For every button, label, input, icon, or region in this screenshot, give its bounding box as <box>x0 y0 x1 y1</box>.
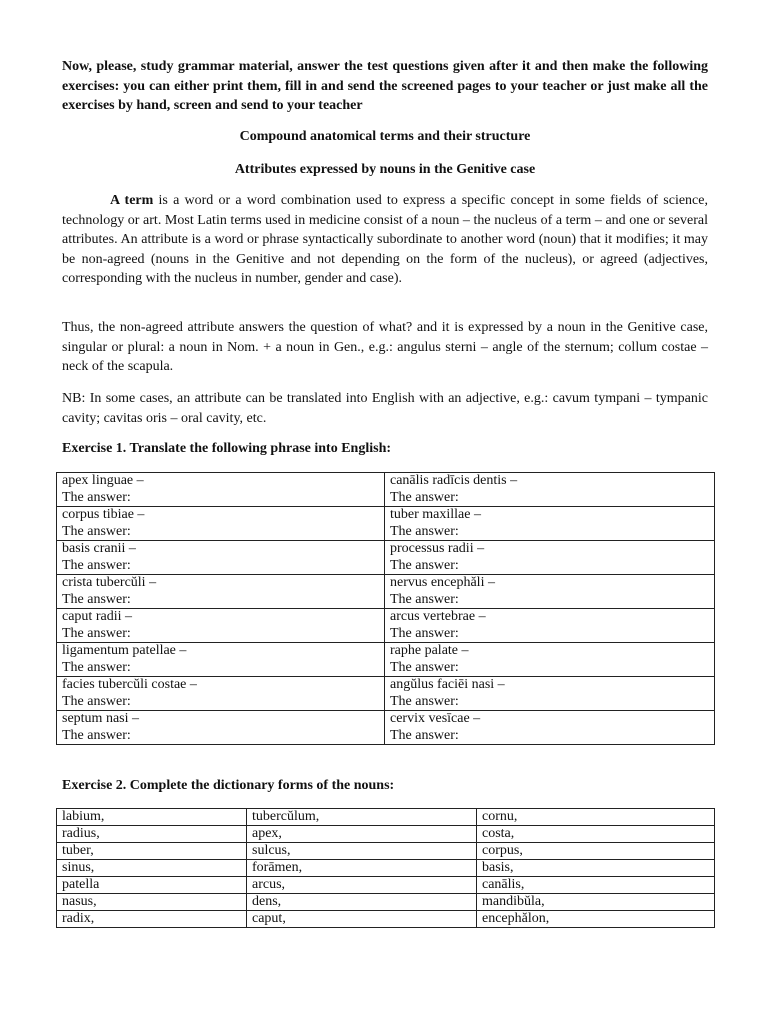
answer-label: The answer: <box>390 659 459 675</box>
term-definition-paragraph <box>62 191 708 289</box>
table-row <box>57 711 715 745</box>
noun-cell: caput, <box>247 911 477 928</box>
exercise1-cell <box>57 643 385 677</box>
table-row <box>57 877 715 894</box>
table-row <box>57 860 715 877</box>
latin-phrase: caput radii – <box>62 609 132 624</box>
answer-label: The answer: <box>62 489 131 505</box>
latin-phrase: apex linguae – <box>62 473 144 488</box>
term-definition-text: is a word or a word combination used to express a specific concept in some fields of science, technology or art. Most Latin terms used in medicine consist of a noun – the nucleus of a term – and one or several attributes. An attribute is a word or phrase syntactically subordinate to another word (noun) that it modifies; it may be non-agreed (nouns in the Genitive and not depending on the form of the nucleus), or agreed (adjectives, corresponding with the nucleus in number, gender and case). <box>62 193 708 286</box>
answer-label: The answer: <box>62 659 131 675</box>
answer-label: The answer: <box>390 693 459 709</box>
latin-phrase: canālis radīcis dentis – <box>390 473 518 488</box>
latin-phrase: nervus encephăli – <box>390 575 495 590</box>
exercise2-table <box>56 808 715 928</box>
answer-label: The answer: <box>62 693 131 709</box>
exercise1-cell <box>385 507 715 541</box>
latin-phrase: corpus tibiae – <box>62 507 145 522</box>
exercise1-table <box>56 472 715 745</box>
noun-cell: tuber, <box>57 843 247 860</box>
latin-phrase: raphe palate – <box>390 643 469 658</box>
noun-cell: dens, <box>247 894 477 911</box>
answer-label: The answer: <box>390 591 459 607</box>
table-row <box>57 843 715 860</box>
nb-paragraph: NB: In some cases, an attribute can be translated into English with an adjective, e.g.: cavum tympani – tympanic cavity; cavitas oris – oral cavity, etc. <box>62 391 708 426</box>
noun-cell: forāmen, <box>247 860 477 877</box>
table-row <box>57 894 715 911</box>
table-row <box>57 826 715 843</box>
noun-cell: mandibŭla, <box>477 894 715 911</box>
noun-cell: radix, <box>57 911 247 928</box>
table-row <box>57 507 715 541</box>
answer-label: The answer: <box>62 557 131 573</box>
latin-phrase: septum nasi – <box>62 711 139 726</box>
heading-attributes-genitive: Attributes expressed by nouns in the Genitive case <box>234 162 536 177</box>
noun-cell: patella <box>57 877 247 894</box>
latin-phrase: ligamentum patellae – <box>62 643 187 658</box>
exercise1-cell <box>57 609 385 643</box>
noun-cell: corpus, <box>477 843 715 860</box>
noun-cell: encephălon, <box>477 911 715 928</box>
answer-label: The answer: <box>62 523 131 539</box>
exercise1-cell <box>385 575 715 609</box>
answer-label: The answer: <box>62 727 131 743</box>
table-row <box>57 643 715 677</box>
table-row <box>57 609 715 643</box>
exercise2-title: Exercise 2. Complete the dictionary forms of the nouns: <box>62 778 395 793</box>
exercise1-cell <box>385 609 715 643</box>
exercise1-cell <box>57 507 385 541</box>
answer-label: The answer: <box>62 625 131 641</box>
intro-paragraph: Now, please, study grammar material, answer the test questions given after it and then make the following exercises: you can either print them, fill in and send the screened pages to your teacher or just make all the exercises by hand, screen and send to your teacher <box>62 59 708 113</box>
latin-phrase: angŭlus faciēi nasi – <box>390 677 505 692</box>
exercise1-cell <box>385 643 715 677</box>
exercise1-cell <box>57 473 385 507</box>
answer-label: The answer: <box>390 557 459 573</box>
latin-phrase: arcus vertebrae – <box>390 609 486 624</box>
answer-label: The answer: <box>62 591 131 607</box>
heading-compound-terms: Compound anatomical terms and their structure <box>239 129 531 144</box>
latin-phrase: cervix vesīcae – <box>390 711 481 726</box>
exercise1-cell <box>385 711 715 745</box>
latin-phrase: facies tubercŭli costae – <box>62 677 197 692</box>
exercise1-cell <box>385 473 715 507</box>
answer-label: The answer: <box>390 727 459 743</box>
exercise1-cell <box>57 541 385 575</box>
non-agreed-attribute-paragraph: Thus, the non-agreed attribute answers the question of what? and it is expressed by a noun in the Genitive case, singular or plural: a noun in Nom. + a noun in Gen., e.g.: angulus sterni – angle of the sternum; collum costae – neck of the scapula. <box>62 320 708 374</box>
table-row <box>57 677 715 711</box>
exercise1-cell <box>57 677 385 711</box>
noun-cell: tubercŭlum, <box>247 809 477 826</box>
answer-label: The answer: <box>390 625 459 641</box>
latin-phrase: tuber maxillae – <box>390 507 481 522</box>
latin-phrase: basis cranii – <box>62 541 136 556</box>
latin-phrase: crista tubercŭli – <box>62 575 157 590</box>
noun-cell: basis, <box>477 860 715 877</box>
table-row <box>57 911 715 928</box>
table-row <box>57 473 715 507</box>
table-row <box>57 541 715 575</box>
exercise1-cell <box>57 711 385 745</box>
exercise1-title: Exercise 1. Translate the following phrase into English: <box>62 441 392 456</box>
table-row <box>57 575 715 609</box>
noun-cell: costa, <box>477 826 715 843</box>
noun-cell: labium, <box>57 809 247 826</box>
table-row <box>57 809 715 826</box>
noun-cell: arcus, <box>247 877 477 894</box>
noun-cell: canālis, <box>477 877 715 894</box>
noun-cell: sinus, <box>57 860 247 877</box>
noun-cell: cornu, <box>477 809 715 826</box>
term-keyword: A term <box>110 193 154 208</box>
noun-cell: sulcus, <box>247 843 477 860</box>
exercise1-cell <box>57 575 385 609</box>
noun-cell: radius, <box>57 826 247 843</box>
answer-label: The answer: <box>390 489 459 505</box>
noun-cell: apex, <box>247 826 477 843</box>
exercise1-cell <box>385 677 715 711</box>
noun-cell: nasus, <box>57 894 247 911</box>
exercise1-cell <box>385 541 715 575</box>
answer-label: The answer: <box>390 523 459 539</box>
latin-phrase: processus radii – <box>390 541 485 556</box>
